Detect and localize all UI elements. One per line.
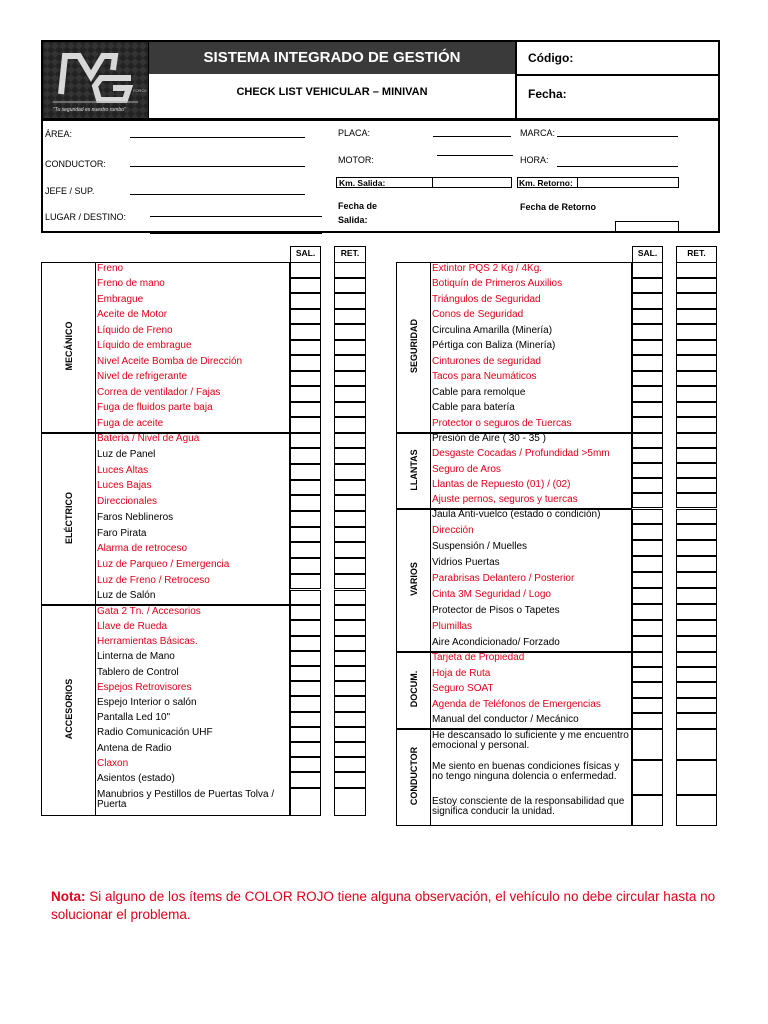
category-label: LLANTAS	[408, 448, 419, 491]
ret-checkbox[interactable]	[334, 402, 366, 418]
sal-checkbox[interactable]	[632, 760, 663, 795]
sal-checkbox[interactable]	[632, 698, 663, 713]
motor-field[interactable]	[437, 155, 513, 156]
ret-checkbox[interactable]	[676, 386, 717, 402]
checklist-item: Faros Neblineros	[97, 511, 174, 523]
sal-checkbox[interactable]	[632, 509, 663, 525]
ret-checkbox[interactable]	[676, 729, 717, 760]
ret-checkbox[interactable]	[334, 651, 366, 666]
sal-checkbox[interactable]	[290, 293, 321, 309]
sal-checkbox[interactable]	[632, 293, 663, 309]
ret-checkbox[interactable]	[334, 278, 366, 294]
sal-checkbox[interactable]	[290, 371, 321, 387]
ret-checkbox[interactable]	[334, 433, 366, 449]
ret-checkbox[interactable]	[676, 795, 717, 826]
jefe-label: JEFE / SUP.	[45, 186, 95, 196]
sal-checkbox[interactable]	[632, 463, 663, 478]
logo	[43, 42, 148, 118]
lugar-label: LUGAR / DESTINO:	[45, 212, 127, 222]
ret-checkbox[interactable]	[676, 524, 717, 540]
checklist-item: Circulina Amarilla (Minería)	[432, 324, 553, 336]
checklist-item: Líquido de Freno	[97, 324, 173, 336]
ret-checkbox[interactable]	[334, 666, 366, 681]
ret-checkbox[interactable]	[334, 788, 366, 816]
checklist-item: Líquido de embrague	[97, 340, 192, 352]
ret-checkbox[interactable]	[676, 293, 717, 309]
lugar-field[interactable]	[150, 216, 322, 217]
ret-checkbox[interactable]	[676, 309, 717, 325]
left-group-border	[41, 262, 290, 433]
ret-checkbox[interactable]	[334, 527, 366, 543]
checklist-item: Agenda de Teléfonos de Emergencias	[432, 698, 601, 710]
sal-checkbox[interactable]	[290, 495, 321, 511]
ret-checkbox[interactable]	[676, 604, 717, 620]
sal-checkbox[interactable]	[632, 795, 663, 826]
sal-checkbox[interactable]	[290, 402, 321, 418]
checklist-item: Gata 2 Tn. / Accesorios	[97, 605, 201, 617]
sal-checkbox[interactable]	[290, 480, 321, 496]
ret-checkbox[interactable]	[334, 636, 366, 651]
sal-checkbox[interactable]	[632, 588, 663, 604]
right-sal-header: SAL.	[637, 248, 658, 258]
checklist-item: Asientos (estado)	[97, 773, 175, 784]
page-subtitle: CHECK LIST VEHICULAR – MINIVAN	[236, 86, 428, 98]
left-ret-header: RET.	[340, 248, 360, 258]
sal-checkbox[interactable]	[290, 574, 321, 590]
right-ret-header: RET.	[687, 248, 706, 258]
checklist-item: Manual del conductor / Mecánico	[432, 713, 579, 725]
sal-checkbox[interactable]	[290, 355, 321, 371]
sal-checkbox[interactable]	[632, 667, 663, 682]
sal-checkbox[interactable]	[290, 386, 321, 402]
ret-checkbox[interactable]	[334, 511, 366, 527]
ret-checkbox[interactable]	[676, 355, 717, 371]
sal-checkbox[interactable]	[290, 772, 321, 787]
ret-checkbox[interactable]	[334, 620, 366, 635]
checklist-item: Cable para batería	[432, 402, 515, 414]
checklist-item: Luz de Freno / Retroceso	[97, 574, 210, 586]
category-label: VARIOS	[408, 562, 419, 596]
right-group-border	[396, 433, 632, 509]
ret-checkbox[interactable]	[334, 542, 366, 558]
sal-checkbox[interactable]	[290, 464, 321, 480]
ret-checkbox[interactable]	[334, 480, 366, 496]
sal-checkbox[interactable]	[632, 540, 663, 556]
category-label: ELÉCTRICO	[63, 491, 74, 544]
ret-checkbox[interactable]	[334, 262, 366, 278]
ret-checkbox[interactable]	[334, 386, 366, 402]
checklist-item: Tablero de Control	[97, 666, 179, 678]
sal-checkbox[interactable]	[290, 448, 321, 464]
sal-checkbox[interactable]	[632, 556, 663, 572]
right-group-border	[396, 262, 632, 433]
sal-checkbox[interactable]	[290, 590, 321, 606]
ret-checkbox[interactable]	[676, 713, 717, 728]
sal-checkbox[interactable]	[632, 682, 663, 697]
sal-checkbox[interactable]	[290, 712, 321, 727]
checklist-item: Protector de Pisos o Tapetes	[432, 604, 560, 616]
ret-checkbox[interactable]	[676, 556, 717, 572]
ret-checkbox[interactable]	[334, 772, 366, 787]
date-label: Fecha:	[528, 87, 567, 101]
ret-checkbox[interactable]	[676, 278, 717, 294]
checklist-item: Hoja de Ruta	[432, 667, 491, 679]
sal-checkbox[interactable]	[632, 278, 663, 294]
ret-checkbox[interactable]	[334, 558, 366, 574]
fecha-salida-label: Fecha de Salida:	[338, 201, 378, 225]
sal-checkbox[interactable]	[290, 542, 321, 558]
checklist-item: Seguro SOAT	[432, 683, 494, 695]
marca-label: MARCA:	[520, 128, 556, 138]
sal-checkbox[interactable]	[632, 417, 663, 433]
ret-checkbox[interactable]	[676, 371, 717, 387]
ret-checkbox[interactable]	[676, 493, 717, 508]
checklist-item: Antena de Radio	[97, 742, 172, 754]
ret-checkbox[interactable]	[676, 540, 717, 556]
sal-checkbox[interactable]	[632, 652, 663, 667]
checklist-item: Direccionales	[97, 496, 158, 508]
checklist-item: Presión de Aire ( 30 - 35 )	[432, 433, 546, 445]
sal-checkbox[interactable]	[290, 558, 321, 574]
category-label: CONDUCTOR	[408, 746, 419, 806]
ret-checkbox[interactable]	[676, 636, 717, 652]
sal-checkbox[interactable]	[290, 309, 321, 325]
ret-checkbox[interactable]	[334, 605, 366, 620]
checklist-item: Suspensión / Muelles	[432, 541, 528, 553]
checklist-item: Linterna de Mano	[97, 651, 175, 663]
checklist-item: Luz de Salón	[97, 590, 156, 602]
checklist-item: Alarma de retroceso	[97, 543, 188, 555]
checklist-item: Vidrios Puertas	[432, 557, 500, 569]
checklist-item: Nivel Aceite Bomba de Dirección	[97, 355, 243, 367]
conductor-field[interactable]	[130, 166, 305, 167]
checklist-item: Embrague	[97, 293, 144, 305]
sal-checkbox[interactable]	[632, 309, 663, 325]
checklist-item: Aire Acondicionado/ Forzado	[432, 636, 560, 648]
checklist-item: Luz de Parqueo / Emergencia	[97, 558, 230, 570]
sal-checkbox[interactable]	[632, 324, 663, 340]
checklist-item: Cinturones de seguridad	[432, 355, 541, 367]
checklist-item: Freno de mano	[97, 278, 165, 290]
ret-checkbox[interactable]	[334, 448, 366, 464]
checklist-item: Llantas de Repuesto (01) / (02)	[432, 478, 571, 490]
ret-checkbox[interactable]	[676, 262, 717, 278]
ret-checkbox[interactable]	[676, 682, 717, 697]
checklist-item: Batería / Nivel de Agua	[97, 433, 200, 445]
category-label: MECÁNICO	[63, 321, 74, 371]
sal-checkbox[interactable]	[632, 524, 663, 540]
checklist-item: Estoy consciente de la responsabilidad que significa conducir la unidad.	[432, 795, 625, 818]
right-group-border	[396, 652, 632, 729]
sal-checkbox[interactable]	[290, 696, 321, 711]
checklist-item: Herramientas Básicas.	[97, 636, 198, 648]
checklist-item: Plumillas	[432, 620, 473, 632]
checklist-item: Desgaste Cocadas / Profundidad >5mm	[432, 448, 610, 460]
checklist-item: Tacos para Neumáticos	[432, 371, 537, 383]
ret-checkbox[interactable]	[676, 572, 717, 588]
checklist-item: Manubrios y Pestillos de Puertas Tolva / Puerta	[97, 788, 275, 811]
sal-checkbox[interactable]	[632, 729, 663, 760]
fecha-retorno-field[interactable]	[615, 221, 679, 233]
checklist-item: Triángulos de Seguridad	[432, 293, 541, 305]
hora-field[interactable]	[557, 166, 678, 167]
placa-label: PLACA:	[338, 128, 371, 138]
fecha-retorno-label: Fecha de Retorno	[520, 202, 597, 212]
left-group-border	[41, 433, 290, 606]
sal-checkbox[interactable]	[290, 681, 321, 696]
checklist-item: Llave de Rueda	[97, 621, 168, 632]
checklist-item: Nivel de refrigerante	[97, 371, 188, 383]
sal-checkbox[interactable]	[290, 262, 321, 278]
logo-tagline: "Tu seguridad es nuestro rumbo"	[53, 107, 126, 113]
checklist-item: Tarjeta de Propiedad	[432, 652, 525, 664]
ret-checkbox[interactable]	[334, 293, 366, 309]
sal-checkbox[interactable]	[632, 620, 663, 636]
ret-checkbox[interactable]	[676, 478, 717, 493]
ret-checkbox[interactable]	[676, 448, 717, 463]
ret-checkbox[interactable]	[676, 698, 717, 713]
ret-checkbox[interactable]	[676, 433, 717, 448]
code-label: Código:	[528, 51, 574, 65]
ret-checkbox[interactable]	[676, 463, 717, 478]
motor-label: MOTOR:	[338, 155, 374, 165]
checklist-item: Faro Pirata	[97, 527, 147, 539]
area-label: ÁREA:	[45, 129, 73, 139]
sal-checkbox[interactable]	[632, 478, 663, 493]
ret-checkbox[interactable]	[334, 712, 366, 727]
sal-checkbox[interactable]	[290, 742, 321, 757]
ret-checkbox[interactable]	[676, 588, 717, 604]
sal-checkbox[interactable]	[290, 727, 321, 742]
sal-checkbox[interactable]	[290, 620, 321, 635]
checklist-item: Dirección	[432, 525, 474, 537]
category-label: DOCUM.	[408, 670, 419, 708]
checklist-item: Seguro de Aros	[432, 463, 501, 475]
sal-checkbox[interactable]	[632, 713, 663, 728]
sal-checkbox[interactable]	[290, 636, 321, 651]
checklist-item: Espejo Interior o salón	[97, 697, 197, 708]
ret-checkbox[interactable]	[676, 652, 717, 667]
ret-checkbox[interactable]	[334, 464, 366, 480]
sal-checkbox[interactable]	[632, 262, 663, 278]
ret-checkbox[interactable]	[676, 417, 717, 433]
checklist-item: Freno	[97, 262, 124, 274]
marca-field[interactable]	[557, 136, 678, 137]
sal-checkbox[interactable]	[632, 572, 663, 588]
ret-checkbox[interactable]	[334, 742, 366, 757]
ret-checkbox[interactable]	[334, 309, 366, 325]
sal-checkbox[interactable]	[290, 278, 321, 294]
note	[51, 888, 721, 924]
lugar-field-2[interactable]	[150, 233, 322, 234]
category-label: SEGURIDAD	[408, 319, 419, 374]
sal-checkbox[interactable]	[290, 788, 321, 816]
note-text: Si alguno de los ítems de COLOR ROJO tiene alguna observación, el vehículo no debe circular hasta no solucionar el problema.	[51, 889, 716, 922]
checklist-item: Botiquín de Primeros Auxilios	[432, 278, 563, 290]
checklist-item: He descansado lo suficiente y me encuentro emocional y personal.	[432, 729, 629, 752]
ret-checkbox[interactable]	[676, 620, 717, 636]
checklist-item: Luces Bajas	[97, 480, 152, 492]
ret-checkbox[interactable]	[676, 509, 717, 525]
sal-checkbox[interactable]	[290, 666, 321, 681]
sal-checkbox[interactable]	[632, 636, 663, 652]
ret-checkbox[interactable]	[334, 371, 366, 387]
sal-checkbox[interactable]	[290, 651, 321, 666]
ret-checkbox[interactable]	[334, 696, 366, 711]
left-group-border	[41, 605, 290, 815]
km-salida-label: Km. Salida:	[339, 178, 386, 188]
sal-checkbox[interactable]	[290, 324, 321, 340]
sal-checkbox[interactable]	[290, 433, 321, 449]
sal-checkbox[interactable]	[632, 355, 663, 371]
checklist-item: Radio Comunicación UHF	[97, 727, 213, 739]
ret-checkbox[interactable]	[334, 417, 366, 433]
sal-checkbox[interactable]	[632, 402, 663, 418]
checklist-item: Pantalla Led 10"	[97, 712, 171, 724]
checklist-item: Fuga de fluidos parte baja	[97, 402, 213, 414]
km-retorno-label: Km. Retorno:	[519, 178, 573, 188]
checklist-item: Luz de Panel	[97, 449, 156, 461]
sal-checkbox[interactable]	[632, 386, 663, 402]
placa-field[interactable]	[433, 136, 511, 137]
checklist-item: Conos de Seguridad	[432, 309, 524, 321]
sal-checkbox[interactable]	[632, 371, 663, 387]
checklist-item: Pértiga con Baliza (Minería)	[432, 340, 556, 352]
ret-checkbox[interactable]	[334, 574, 366, 590]
conductor-label: CONDUCTOR:	[45, 159, 106, 169]
ret-checkbox[interactable]	[676, 340, 717, 356]
ret-checkbox[interactable]	[334, 590, 366, 606]
checklist-item: Jaula Anti-vuelco (estado o condición)	[432, 509, 601, 521]
right-group-border	[396, 509, 632, 652]
sal-checkbox[interactable]	[290, 340, 321, 356]
ret-checkbox[interactable]	[676, 324, 717, 340]
sal-checkbox[interactable]	[632, 448, 663, 463]
checklist-item: Claxon	[97, 757, 129, 769]
checklist-item: Correa de ventilador / Fajas	[97, 386, 221, 398]
sal-checkbox[interactable]	[290, 511, 321, 527]
jefe-field[interactable]	[130, 194, 305, 195]
sal-checkbox[interactable]	[632, 340, 663, 356]
sal-checkbox[interactable]	[290, 757, 321, 772]
checklist-item: Cable para remolque	[432, 386, 526, 398]
category-label: ACCESORIOS	[63, 679, 74, 740]
sal-checkbox[interactable]	[290, 417, 321, 433]
checklist-item: Ajuste pernos, seguros y tuercas	[432, 493, 578, 505]
ret-checkbox[interactable]	[334, 495, 366, 511]
checklist-item: Luces Altas	[97, 464, 149, 476]
ret-checkbox[interactable]	[334, 340, 366, 356]
sal-checkbox[interactable]	[632, 433, 663, 448]
checklist-item: Extintor PQS 2 Kg / 4Kg.	[432, 262, 543, 274]
hora-label: HORA:	[520, 155, 549, 165]
ret-checkbox[interactable]	[676, 667, 717, 682]
checklist-item: Protector o seguros de Tuercas	[432, 417, 572, 429]
left-sal-header: SAL.	[295, 248, 316, 258]
ret-checkbox[interactable]	[676, 760, 717, 795]
svg-text:FORCE: FORCE	[133, 88, 147, 93]
checklist-item: Cinta 3M Seguridad / Logo	[432, 588, 551, 600]
sal-checkbox[interactable]	[290, 605, 321, 620]
ret-checkbox[interactable]	[334, 727, 366, 742]
ret-checkbox[interactable]	[334, 681, 366, 696]
checklist-item: Fuga de aceite	[97, 417, 164, 429]
checklist-item: Parabrisas Delantero / Posterior	[432, 573, 575, 585]
ret-checkbox[interactable]	[334, 324, 366, 340]
sal-checkbox[interactable]	[290, 527, 321, 543]
ret-checkbox[interactable]	[334, 757, 366, 772]
checklist-item: Aceite de Motor	[97, 309, 168, 321]
note-label: Nota:	[51, 889, 86, 904]
page-title: SISTEMA INTEGRADO DE GESTIÓN	[203, 49, 461, 66]
sal-checkbox[interactable]	[632, 493, 663, 508]
ret-checkbox[interactable]	[676, 402, 717, 418]
ret-checkbox[interactable]	[334, 355, 366, 371]
area-field[interactable]	[130, 137, 305, 138]
sal-checkbox[interactable]	[632, 604, 663, 620]
checklist-item: Me siento en buenas condiciones físicas y no tengo ninguna dolencia o enfermedad.	[432, 760, 620, 783]
right-group-border	[396, 729, 632, 826]
checklist-item: Espejos Retrovisores	[97, 681, 192, 693]
